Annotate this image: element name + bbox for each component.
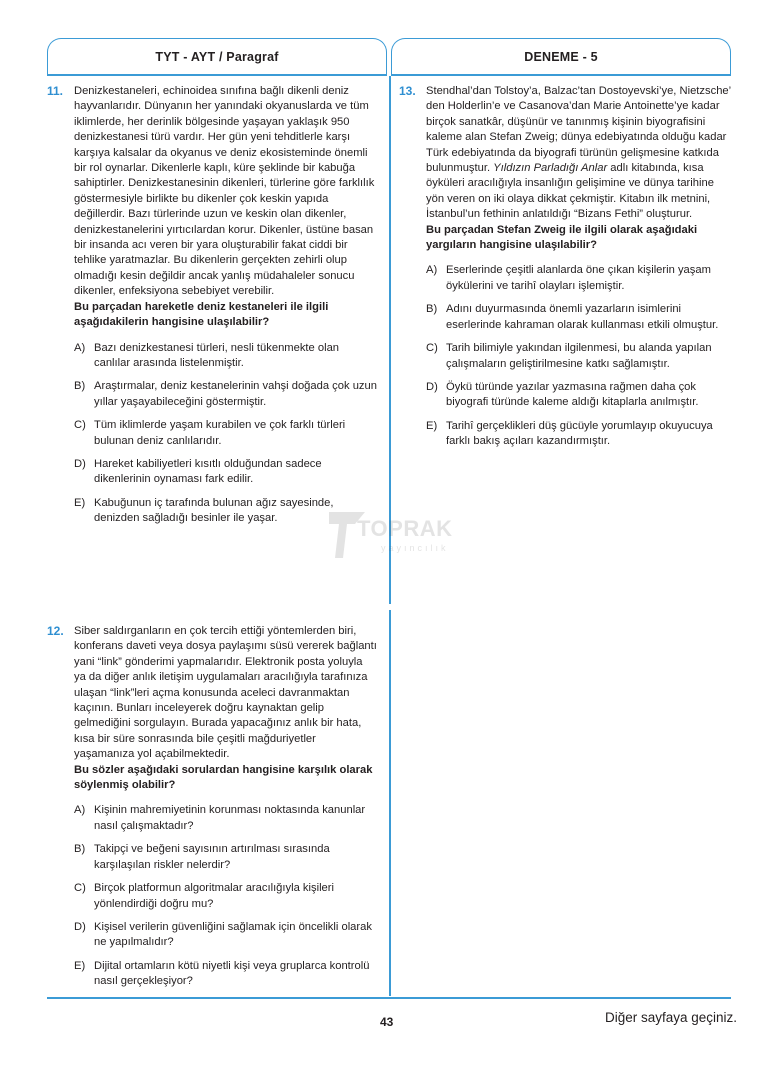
question-number: 11. [47, 84, 64, 98]
option-text: Araştırmalar, deniz kestanelerinin vahşi doğada çok uzun yıllar yaşayabileceğini göstermiştir. [94, 380, 377, 408]
watermark-subtitle: yayıncılık [381, 543, 449, 553]
question-11 [47, 84, 377, 535]
question-passage: Siber saldırganların en çok tercih ettiği yöntemlerden biri, konferans daveti veya dosya paylaşımı süsü vererek bağlantı yani “link” gönderimi yapmalarıdır. Elektronik posta yoluyla ya da diğer anlık iletişim uygulamaları aracılığıyla tarafınıza ulaşan “link”leri açma konusunda aceleci davranmaktan kaçının. Bunları inceleyerek doğru kaynaktan gelip gelmediğini sorgulayın. Burada yapacağınız anlık bir hata, kısa bir süre sonrasında bile çeşitli mağduriyetler yaşamanıza yol açabilmektedir. [74, 625, 377, 761]
option-letter: A) [74, 341, 86, 354]
option-text: Birçok platformun algoritmalar aracılığıyla kişileri yönlendirdiği doğru mu? [94, 882, 334, 910]
question-13 [399, 84, 732, 458]
option-letter: B) [74, 380, 86, 393]
option-letter: C) [74, 882, 86, 895]
watermark-brand: TOPRAK [357, 516, 453, 541]
question-stem: Bu parçadan hareketle deniz kestaneleri ile ilgili aşağıdakilerin hangisine ulaşılabilir? [74, 300, 329, 329]
book-title: Yıldızın Parladığı Anlar [493, 162, 608, 175]
option-e[interactable] [426, 419, 732, 450]
option-b[interactable] [74, 379, 377, 410]
option-b[interactable] [74, 842, 377, 873]
option-text: Tüm iklimlerde yaşam kurabilen ve çok farklı türleri bulunan deniz canlılarıdır. [94, 419, 346, 447]
option-e[interactable] [74, 959, 377, 990]
option-text: Hareket kabiliyetleri kısıtlı olduğundan sadece dikenlerinin oynaması fark edilir. [94, 457, 322, 486]
passage-part-1: Stendhal’dan Tolstoy’a, Balzac’tan Dostoyevski’ye, Nietzsche’ den Holderlin’e ve Casanova’dan Marie Antoinette’ye kadar birçok sanatkâr, düşünür ve tanınmış kişinin biyografisini kaleme alan Stefan Zweig; dünya edebiyatında olduğu kadar Türk edebiyatında da biyografi türünün gelişmesine katkıda bulunmuştur. [426, 85, 731, 175]
header-underline-right [391, 74, 731, 76]
option-text: Bazı denizkestanesi türleri, nesli tükenmekte olan canlılar arasında listelenmiştir. [94, 341, 340, 369]
option-text: Kişinin mahremiyetinin korunması noktasında kanunlar nasıl çalışmaktadır? [94, 804, 366, 832]
option-text: Dijital ortamların kötü niyetli kişi veya gruplarca kontrolü nasıl gerçekleşiyor? [94, 959, 370, 988]
publisher-watermark [325, 506, 465, 562]
option-letter: B) [426, 303, 438, 316]
option-a[interactable] [74, 803, 377, 834]
question-12 [47, 624, 377, 998]
question-number: 13. [399, 84, 416, 98]
page-number: 43 [380, 1015, 394, 1029]
question-stem: Bu sözler aşağıdaki sorulardan hangisine karşılık olarak söylenmiş olabilir? [74, 763, 373, 792]
footer-divider [47, 997, 731, 999]
option-a[interactable] [426, 263, 732, 294]
option-d[interactable] [74, 920, 377, 951]
passage-part-2: adlı kitabında, kısa öyküleri aracılığıyla insanlığın gelişimine ve dünya tarihine yön veren on iki olaya dikkat çekmiştir. Kitabın ilk metnini, İstanbul’un fethinin anlatıldığı “Bizans Fethi” oluşturur. [426, 162, 714, 221]
option-c[interactable] [74, 418, 377, 449]
option-letter: D) [74, 920, 86, 933]
question-passage [426, 84, 732, 223]
question-passage: Denizkestaneleri, echinoidea sınıfına bağlı dikenli deniz hayvanlarıdır. Dünyanın her yanındaki okyanuslarda ve tüm iklimlerde, her derinlik bölgesinde yaşayan yaklaşık 950 denizkestanesi türü vardır. Her gün yeni tehditlerle karşı karşıya kalsalar da okyanus ve deniz ekosisteminde önemli bir rol oynarlar. Dikenlerle kaplı, küre şeklinde bir kabuğa sahiptirler. Denizkestanesinin dikenleri, türlerine göre farklılık göstermesiyle birlikte bu dikenler çok keskin yapıda değillerdir. Bazı türlerinde uzun ve keskin olan dikenler, denizkestanelerini yırtıcılardan korur. Dikenler, üstüne basan bir insanda acı veren bir yara oluşturabilir fakat ciddi bir tehlike yaratmazlar. Bu dikenlerin gerçekten zehirli olup olmadığı kesin değildir ancak yanlış müdahaleler sonucu dikenler, enfeksiyona sebebiyet verebilir. [74, 85, 375, 298]
option-text: Adını duyurmasında önemli yazarların isimlerini eserlerinde kahraman olarak kullanması etkili olmuştur. [446, 303, 719, 331]
option-c[interactable] [426, 341, 732, 372]
question-number: 12. [47, 624, 64, 638]
option-b[interactable] [426, 302, 732, 333]
option-d[interactable] [426, 380, 732, 411]
option-text: Kişisel verilerin güvenliğini sağlamak için öncelikli olarak ne yapılmalıdır? [94, 920, 372, 949]
header-exam-label: DENEME - 5 [524, 49, 598, 64]
column-divider-bottom [389, 610, 391, 996]
option-letter: A) [74, 804, 86, 817]
option-letter: B) [74, 843, 86, 856]
option-letter: E) [426, 419, 438, 432]
option-letter: D) [426, 380, 438, 393]
option-text: Tarihî gerçeklikleri düş gücüyle yorumlayıp okuyucuya farklı bakış açıları kazandırmıştır. [446, 419, 713, 448]
option-letter: C) [426, 342, 438, 355]
option-text: Tarih bilimiyle yakından ilgilenmesi, bu alanda yapılan çalışmaların geliştirilmesine katkı sağlamıştır. [446, 342, 712, 370]
option-a[interactable] [74, 341, 377, 372]
header-exam [391, 38, 731, 74]
header-subject [47, 38, 387, 74]
option-text: Takipçi ve beğeni sayısının artırılması sırasında karşılaşılan riskler nelerdir? [94, 843, 330, 871]
header-underline-left [47, 74, 387, 76]
option-letter: A) [426, 264, 438, 277]
option-d[interactable] [74, 457, 377, 488]
option-letter: E) [74, 496, 86, 509]
question-stem: Bu parçadan Stefan Zweig ile ilgili olarak aşağıdaki yargıların hangisine ulaşılabilir? [426, 223, 698, 252]
option-letter: E) [74, 959, 86, 972]
option-text: Kabuğunun iç tarafında bulunan ağız sayesinde, denizden sağladığı besinler ile yaşar. [94, 496, 334, 525]
next-page-note: Diğer sayfaya geçiniz. [605, 1010, 738, 1025]
option-c[interactable] [74, 881, 377, 912]
option-text: Öykü türünde yazılar yazmasına rağmen daha çok biyografi türünde kaleme aldığı kitaplarla anılmıştır. [446, 380, 699, 409]
option-letter: C) [74, 419, 86, 432]
option-letter: D) [74, 457, 86, 470]
header-subject-label: TYT - AYT / Paragraf [155, 49, 279, 64]
option-text: Eserlerinde çeşitli alanlarda öne çıkan kişilerin yaşam öykülerini ve tarihî olayları işlemiştir. [446, 264, 711, 292]
